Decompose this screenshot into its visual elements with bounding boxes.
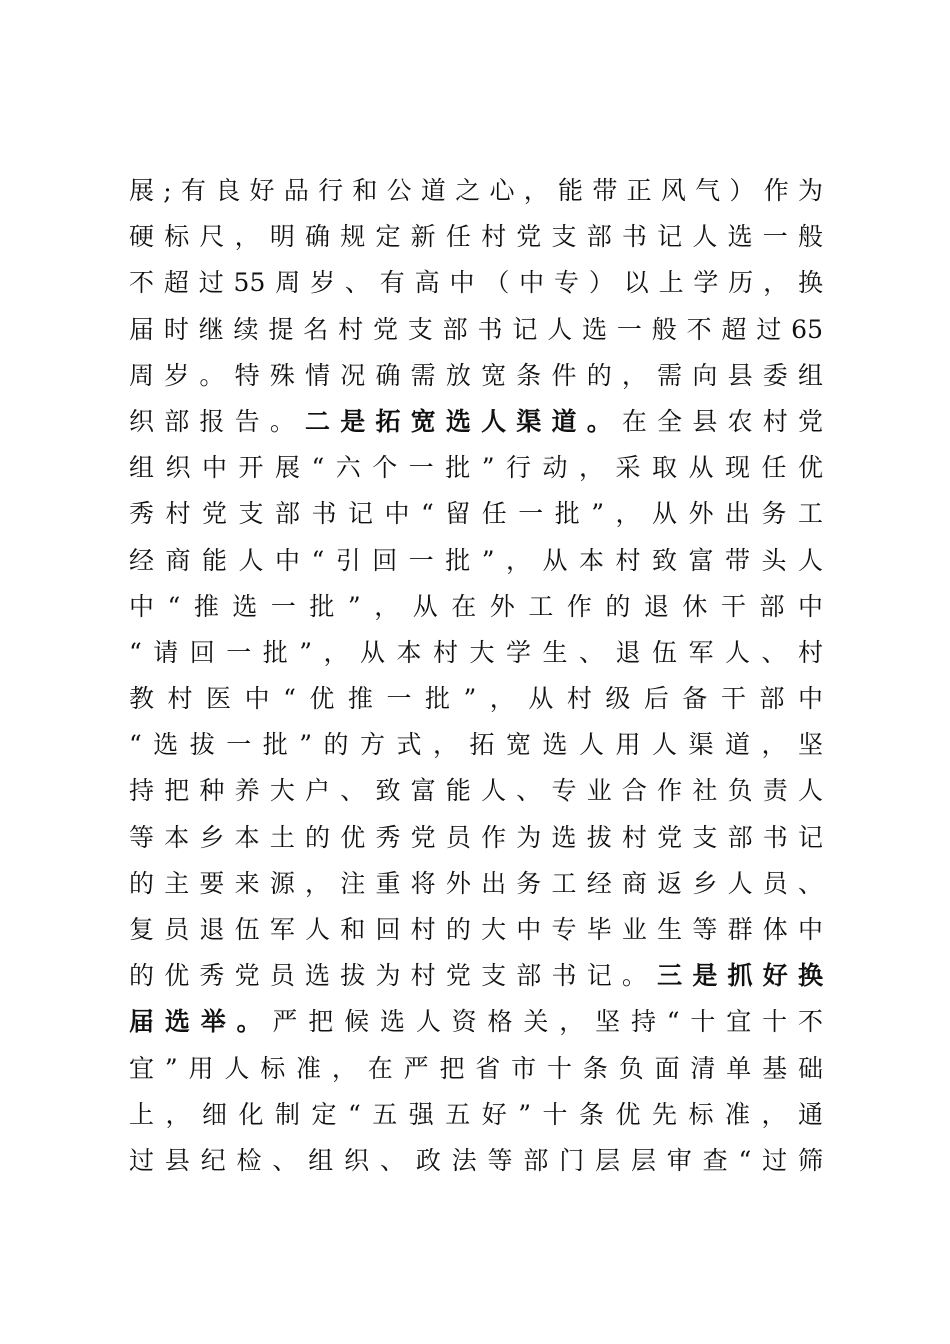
body-text-segment: 织部报告。 bbox=[129, 406, 306, 436]
text-line bbox=[129, 353, 823, 399]
text-line bbox=[129, 999, 823, 1045]
text-line bbox=[129, 676, 823, 722]
bold-heading-text: 二是拓宽选人渠道。 bbox=[305, 406, 622, 436]
body-text-segment: 等本乡本土的优秀党员作为选拔村党支部书记 bbox=[129, 822, 823, 852]
body-text-segment: “选拔一批”的方式，拓宽选人用人渠道，坚 bbox=[129, 730, 823, 760]
body-text bbox=[129, 168, 823, 1184]
body-text-segment: 中“推选一批”，从在外工作的退休干部中 bbox=[129, 591, 823, 621]
text-line bbox=[129, 861, 823, 907]
text-line bbox=[129, 538, 823, 584]
text-line bbox=[129, 722, 823, 768]
body-text-segment: 上，细化制定“五强五好”十条优先标准，通 bbox=[129, 1099, 823, 1129]
text-line bbox=[129, 584, 823, 630]
text-line bbox=[129, 260, 823, 306]
body-text-segment: 届时继续提名村党支部书记人选一般不超过65 bbox=[129, 314, 823, 344]
text-line bbox=[129, 815, 823, 861]
text-line bbox=[129, 399, 823, 445]
text-line bbox=[129, 768, 823, 814]
body-text-segment: “请回一批”，从本村大学生、退伍军人、村 bbox=[129, 637, 823, 667]
text-line bbox=[129, 214, 823, 260]
text-line bbox=[129, 1138, 823, 1184]
body-text-segment: 组织中开展“六个一批”行动，采取从现任优 bbox=[129, 453, 823, 483]
text-line bbox=[129, 1046, 823, 1092]
body-text-segment: 教村医中“优推一批”，从村级后备干部中 bbox=[129, 684, 823, 714]
text-line bbox=[129, 1092, 823, 1138]
body-text-segment: 展;有良好品行和公道之心，能带正风气）作为 bbox=[129, 176, 823, 205]
body-text-segment: 硬标尺，明确规定新任村党支部书记人选一般 bbox=[129, 222, 823, 252]
body-text-segment: 复员退伍军人和回村的大中专毕业生等群体中 bbox=[129, 915, 823, 944]
body-text-segment: 秀村党支部书记中“留任一批”，从外出务工 bbox=[129, 499, 823, 529]
text-line bbox=[129, 445, 823, 491]
text-line bbox=[129, 630, 823, 676]
bold-heading-text: 三是抓好换 bbox=[657, 961, 823, 991]
text-line bbox=[129, 491, 823, 537]
body-text-segment: 经商能人中“引回一批”，从本村致富带头人 bbox=[129, 545, 823, 575]
text-line bbox=[129, 307, 823, 353]
body-text-segment: 过县纪检、组织、政法等部门层层审查“过筛 bbox=[129, 1145, 823, 1175]
body-text-segment: 严把候选人资格关，坚持“十宜十不 bbox=[272, 1007, 823, 1037]
bold-heading-text: 届选举。 bbox=[129, 1007, 273, 1037]
text-line bbox=[129, 953, 823, 999]
body-text-segment: 宜”用人标准，在严把省市十条负面清单基础 bbox=[129, 1053, 823, 1083]
body-text-segment: 持把种养大户、致富能人、专业合作社负责人 bbox=[129, 776, 823, 806]
text-line bbox=[129, 168, 823, 214]
body-text-segment: 在全县农村党 bbox=[621, 406, 823, 436]
text-line bbox=[129, 907, 823, 953]
body-text-segment: 的主要来源，注重将外出务工经商返乡人员、 bbox=[129, 868, 823, 898]
body-text-segment: 周岁。特殊情况确需放宽条件的，需向县委组 bbox=[129, 360, 823, 390]
body-text-segment: 不超过55周岁、有高中（中专）以上学历，换 bbox=[129, 268, 823, 298]
body-text-segment: 的优秀党员选拔为村党支部书记。 bbox=[129, 961, 658, 991]
